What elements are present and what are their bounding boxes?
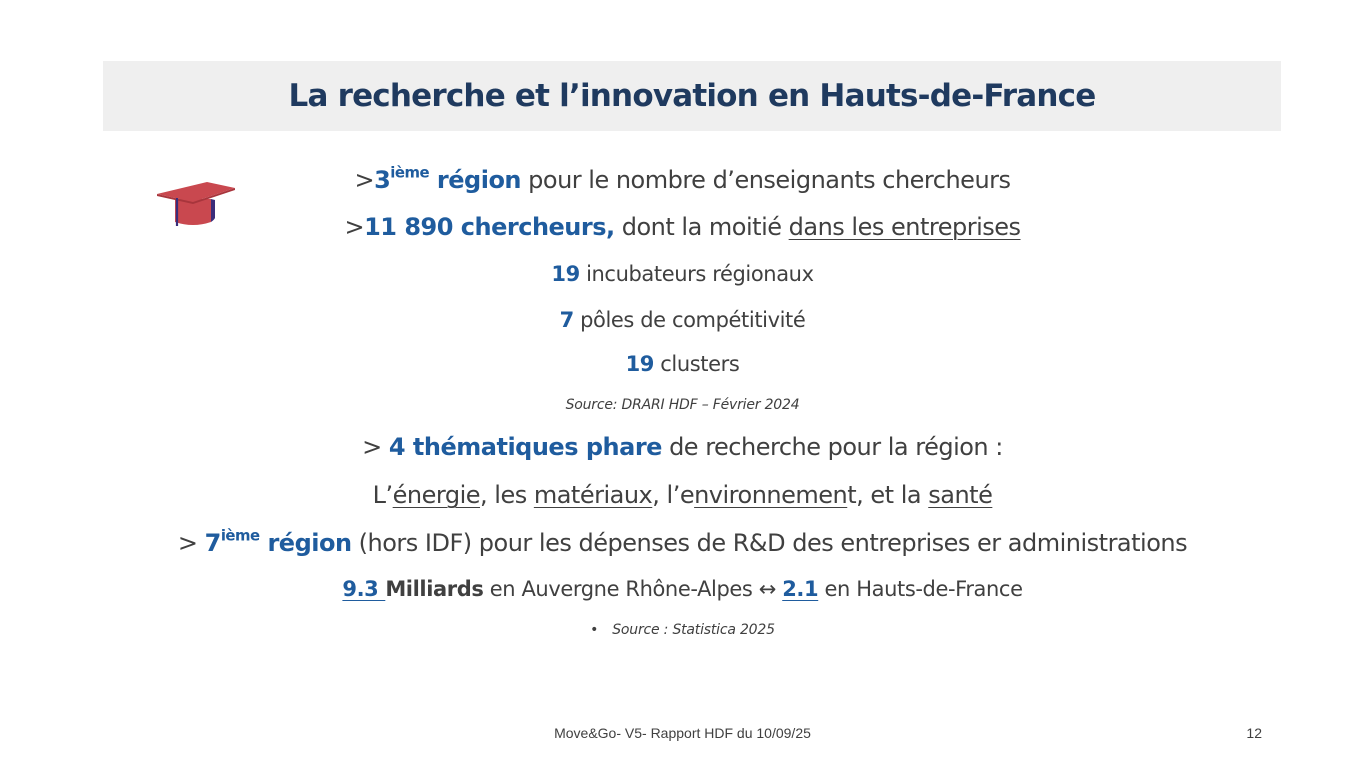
source-note-drari: Source: DRARI HDF – Février 2024 bbox=[565, 397, 800, 413]
stat-value: 11 890 chercheurs, bbox=[364, 213, 615, 241]
stat-value: 7 bbox=[559, 308, 574, 332]
stat-line-clusters: 19 clusters bbox=[625, 352, 740, 376]
footer-text: Move&Go- V5- Rapport HDF du 10/09/25 bbox=[554, 725, 811, 741]
underlined-text: dans les entreprises bbox=[788, 213, 1021, 241]
theme-energy: énergie bbox=[392, 481, 481, 509]
stat-line-clusters-competitiveness: 7 pôles de compétitivité bbox=[559, 308, 806, 332]
bullet-icon: • bbox=[590, 622, 599, 638]
theme-environment: nvironnemen bbox=[694, 481, 848, 509]
stat-line-incubators: 19 incubateurs régionaux bbox=[551, 262, 814, 286]
stat-value: 4 thématiques phare bbox=[388, 433, 662, 461]
slide-title: La recherche et l’innovation en Hauts-de-France bbox=[288, 78, 1096, 114]
stat-line-themes: > 4 thématiques phare de recherche pour la région : bbox=[362, 433, 1003, 461]
stat-line-comparison: 9.3 Milliards en Auvergne Rhône-Alpes ↔ 2.1 en Hauts-de-France bbox=[342, 577, 1023, 601]
stat-value-hdf: 2.1 bbox=[782, 577, 819, 601]
source-note-statistica: • Source : Statistica 2025 bbox=[590, 622, 775, 638]
stat-value: 3ième région bbox=[374, 163, 522, 194]
stat-value: 19 bbox=[551, 262, 580, 286]
stat-value-aura: 9.3 bbox=[342, 577, 386, 601]
stat-value: 19 bbox=[625, 352, 654, 376]
title-band bbox=[103, 61, 1281, 131]
stat-line-researchers: >11 890 chercheurs, dont la moitié dans les entreprises bbox=[344, 213, 1021, 241]
stat-value: 7ième région bbox=[204, 526, 352, 557]
stat-line-rd-spending: > 7ième région (hors IDF) pour les dépenses de R&D des entreprises er administrations bbox=[177, 526, 1188, 557]
page-number: 12 bbox=[1246, 725, 1262, 741]
theme-materials: matériaux bbox=[533, 481, 653, 509]
themes-list: L’énergie, les matériaux, l’environnement, et la santé bbox=[372, 481, 993, 509]
theme-health: santé bbox=[928, 481, 993, 509]
double-arrow-icon: ↔ bbox=[758, 577, 776, 601]
stat-line-rank-teachers: >3ième région pour le nombre d’enseignants chercheurs bbox=[354, 163, 1011, 194]
